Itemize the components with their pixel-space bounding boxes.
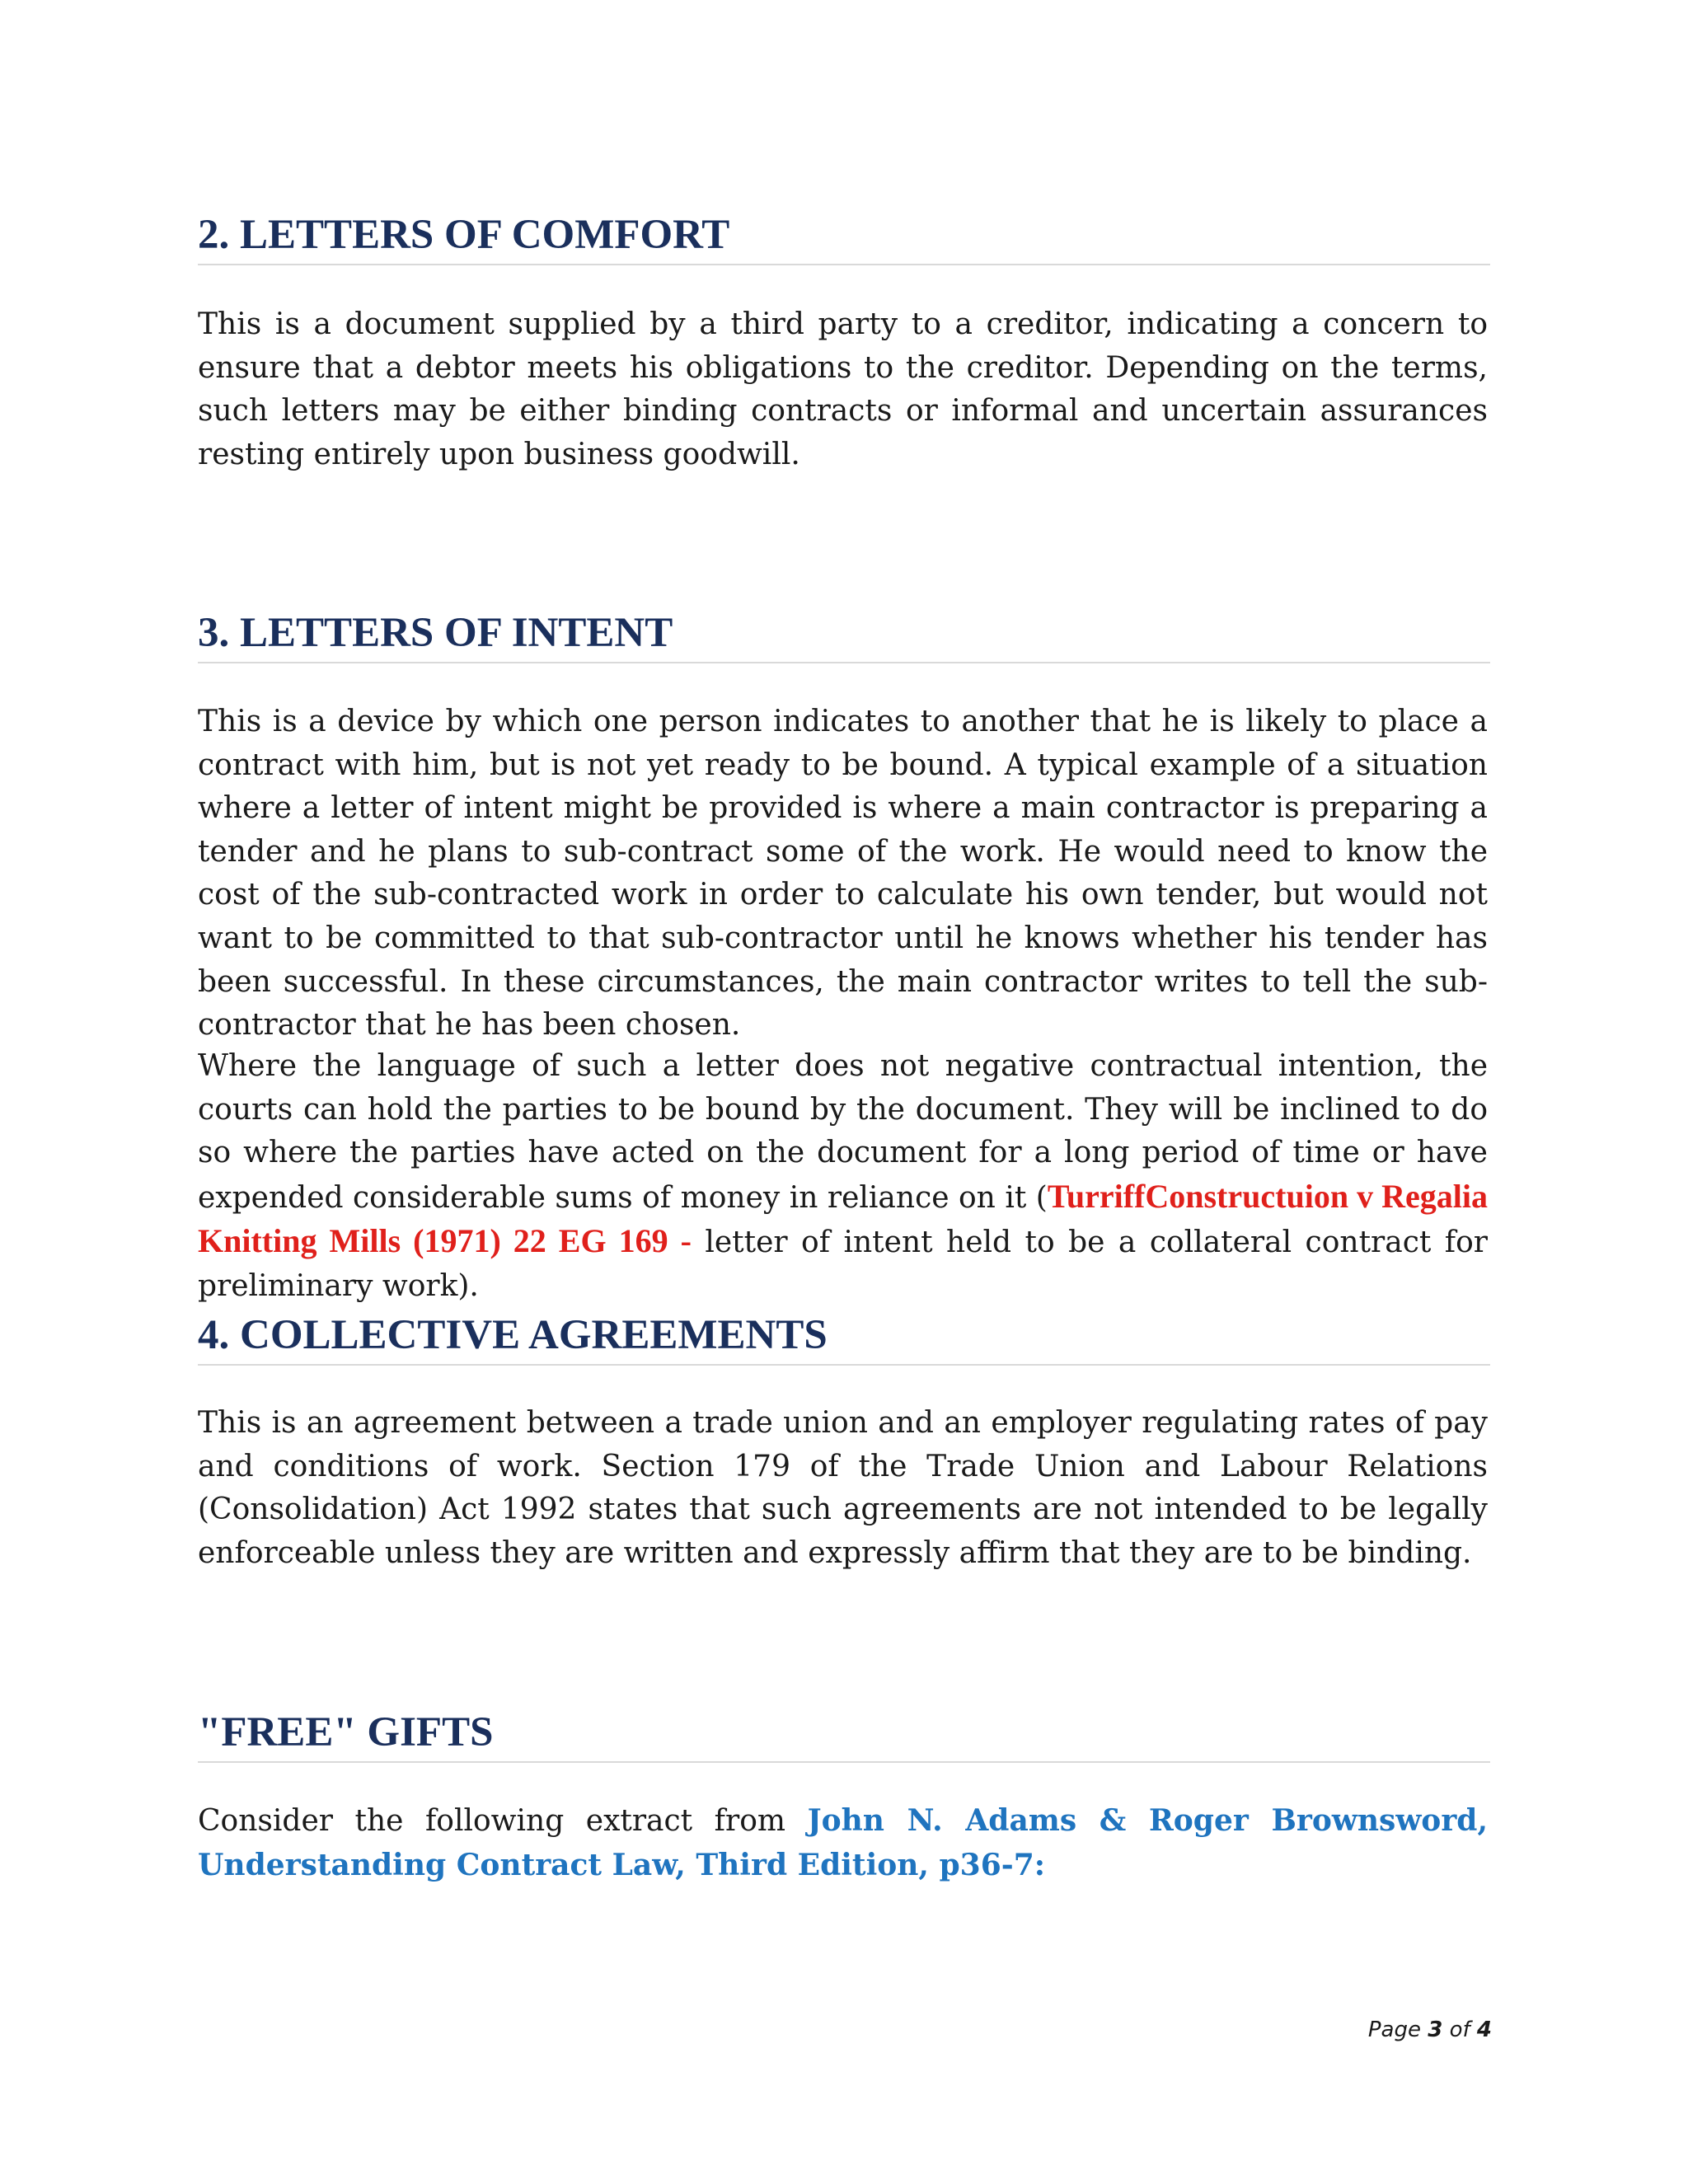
heading-free-gifts: "FREE" GIFTS: [198, 1708, 1490, 1763]
case-reference: TurriffConstructuion v Regalia Knitting Mills (1971) 22 EG 169 -: [198, 1177, 1488, 1260]
page-of: of: [1442, 2018, 1477, 2042]
heading-letters-of-intent: 3. LETTERS OF INTENT: [198, 608, 1490, 663]
paragraph-collective-agreements: This is an agreement between a trade union and an employer regulating rates of pay and conditions of work. Section 179 of the Trade Union and Labour Relations (Consolidation) Act 1992 states that such agreements are not intended to be legally enforceable unless they are written and expressly affirm that they are to be binding.: [198, 1406, 1488, 1570]
paragraph-letters-of-comfort: This is a document supplied by a third party to a creditor, indicating a concern to ensure that a debtor meets his obligations to the creditor. Depending on the terms, such letters may be either binding contracts or informal and uncertain assurances resting entirely upon business goodwill.: [198, 307, 1488, 471]
page-number: [1319, 2018, 1492, 2042]
current-page: 3: [1428, 2018, 1443, 2042]
paragraph-text-end: letter of intent held to be a collateral contract for preliminary work).: [198, 1226, 1488, 1303]
paragraph-letters-of-intent-courts: [198, 1045, 1488, 1309]
paragraph-letters-of-intent: This is a device by which one person indicates to another that he is likely to place a contract with him, but is not yet ready to be bound. A typical example of a situation where a letter of intent might be provided is where a main contractor is preparing a tender and he plans to sub-contract some of the work. He would need to know the cost of the sub-contracted work in order to calculate his own tender, but would not want to be committed to that sub-contractor until he knows whether his tender has been successful. In these circumstances, the main contractor writes to tell the sub-contractor that he has been chosen.: [198, 705, 1488, 1043]
paragraph-text-start: Consider the following extract from: [198, 1804, 808, 1838]
paragraph-free-gifts: [198, 1799, 1488, 1887]
heading-letters-of-comfort: 2. LETTERS OF COMFORT: [198, 210, 1490, 265]
heading-collective-agreements: 4. COLLECTIVE AGREEMENTS: [198, 1310, 1490, 1366]
total-pages: 4: [1476, 2018, 1492, 2042]
paragraph-text-start: Where the language of such a letter does not negative contractual intention, the courts can hold the parties to be bound by the document. They will be inclined to do so where the parties have acted on the document for a long period of time or have expended considerable sums of money in reliance on it (: [198, 1049, 1488, 1215]
page-prefix: Page: [1367, 2018, 1428, 2042]
source-reference: John N. Adams & Roger Brownsword, Understanding Contract Law, Third Edition, p36-7:: [198, 1803, 1488, 1882]
